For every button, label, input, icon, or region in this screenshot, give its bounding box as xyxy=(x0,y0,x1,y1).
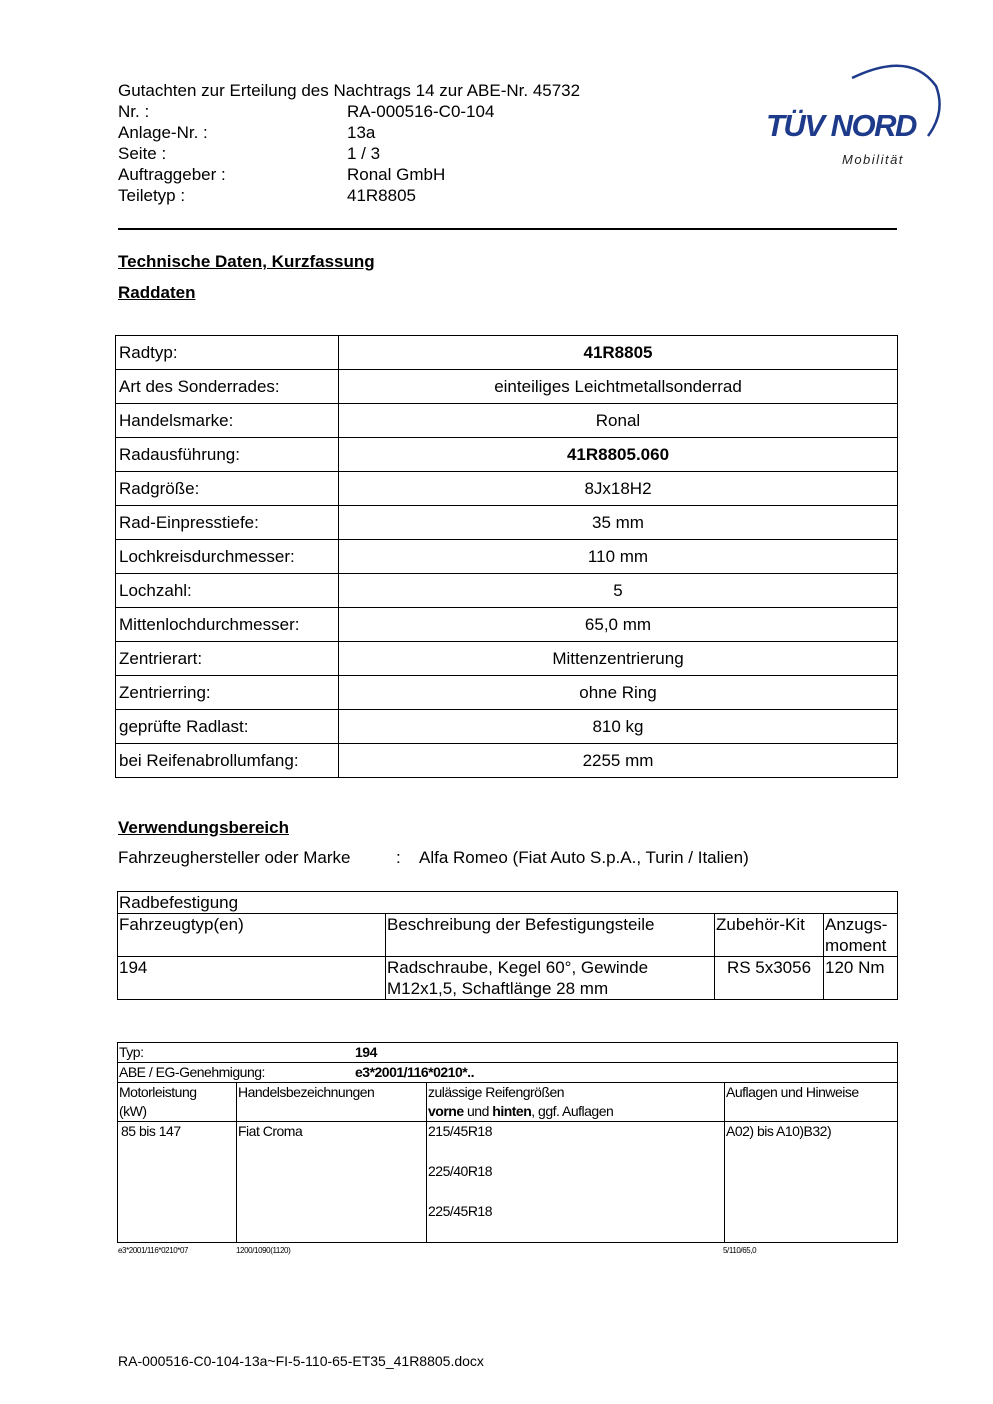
row-value: 810 kg xyxy=(339,710,898,744)
table-header-row xyxy=(118,1083,898,1122)
row-label: Rad-Einpresstiefe: xyxy=(116,506,339,540)
table-row xyxy=(118,1122,898,1243)
table-row xyxy=(118,957,898,1000)
document-footer-filename: RA-000516-C0-104-13a~FI-5-110-65-ET35_41R8805.docx xyxy=(118,1353,484,1369)
table-row xyxy=(118,1063,898,1083)
table-row xyxy=(116,676,898,710)
row-value: einteiliges Leichtmetallsonderrad xyxy=(339,370,898,404)
table-row xyxy=(116,404,898,438)
table-row xyxy=(116,540,898,574)
typ-row xyxy=(118,1043,898,1063)
header-value: 13a xyxy=(347,123,376,142)
header-label: Teiletyp : xyxy=(118,186,186,205)
table-row xyxy=(116,642,898,676)
header-label: Anlage-Nr. : xyxy=(118,123,208,142)
row-value: 41R8805 xyxy=(339,336,898,370)
header-hinten: hinten xyxy=(492,1103,532,1119)
abe-label: ABE / EG-Genehmigung: xyxy=(119,1064,265,1080)
beschreibung-line: M12x1,5, Schaftlänge 28 mm xyxy=(387,979,609,998)
cell-auflagen: A02) bis A10)B32) xyxy=(725,1122,898,1243)
header-label: Seite : xyxy=(118,144,167,163)
row-label: Handelsmarke: xyxy=(116,404,339,438)
header-auflagen-suffix: , ggf. Auflagen xyxy=(531,1103,614,1119)
header-zubehoer-kit: Zubehör-Kit xyxy=(715,914,824,957)
manufacturer-label: Fahrzeughersteller oder Marke xyxy=(118,848,351,867)
table-row xyxy=(116,710,898,744)
header-vorne: vorne xyxy=(428,1103,464,1119)
row-value: Ronal xyxy=(339,404,898,438)
table-row xyxy=(116,506,898,540)
cell-reifen xyxy=(427,1122,725,1243)
document-header xyxy=(118,80,580,206)
header-value: 41R8805 xyxy=(347,186,417,205)
section-heading-verwendung: Verwendungsbereich xyxy=(118,818,289,837)
cell-motor: 85 bis 147 xyxy=(118,1122,237,1243)
header-reifen xyxy=(427,1083,725,1122)
header-label: Nr. : xyxy=(118,102,150,121)
radbefestigung-table xyxy=(117,891,898,1000)
typ-table xyxy=(117,1042,898,1243)
row-value: 35 mm xyxy=(339,506,898,540)
manufacturer-separator: : xyxy=(396,848,401,867)
header-motor xyxy=(118,1083,237,1122)
cell-kit: RS 5x3056 xyxy=(715,957,824,1000)
table-row xyxy=(116,608,898,642)
header-moment: moment xyxy=(825,936,887,955)
row-value: 5 xyxy=(339,574,898,608)
row-label: geprüfte Radlast: xyxy=(116,710,339,744)
table-row xyxy=(118,892,898,914)
table-header-row xyxy=(118,914,898,957)
section-heading-raddaten: Raddaten xyxy=(118,283,196,302)
cell-handel: Fiat Croma xyxy=(237,1122,427,1243)
header-und: und xyxy=(463,1103,493,1119)
cell-typ: 194 xyxy=(118,957,386,1000)
header-value: RA-000516-C0-104 xyxy=(347,102,495,121)
cell-moment: 120 Nm xyxy=(824,957,898,1000)
beschreibung-line: Radschraube, Kegel 60°, Gewinde xyxy=(387,958,649,977)
logo-brand: TÜV NORD xyxy=(766,108,916,143)
header-value: Ronal GmbH xyxy=(347,165,446,184)
tyre-size: 225/40R18 xyxy=(428,1163,493,1179)
row-value: 8Jx18H2 xyxy=(339,472,898,506)
table-row xyxy=(116,370,898,404)
table-row xyxy=(116,336,898,370)
header-value: 1 / 3 xyxy=(347,144,381,163)
row-label: Lochkreisdurchmesser: xyxy=(116,540,339,574)
typ-label: Typ: xyxy=(119,1044,144,1060)
header-beschreibung: Beschreibung der Befestigungsteile xyxy=(386,914,715,957)
row-label: Lochzahl: xyxy=(116,574,339,608)
row-label: Art des Sonderrades: xyxy=(116,370,339,404)
table-footnote-approval: e3*2001/116*0210*07 xyxy=(118,1246,189,1255)
row-label: Radgröße: xyxy=(116,472,339,506)
header-anzugsmoment xyxy=(824,914,898,957)
abe-value: e3*2001/116*0210*.. xyxy=(355,1064,474,1080)
row-label: Mittenlochdurchmesser: xyxy=(116,608,339,642)
tuv-nord-logo xyxy=(760,56,945,176)
row-label: Radtyp: xyxy=(116,336,339,370)
header-row-auftraggeber xyxy=(118,164,580,185)
row-value: ohne Ring xyxy=(339,676,898,710)
table-footnote-bolt: 5/110/65,0 xyxy=(723,1246,757,1255)
header-auflagen: Auflagen und Hinweise xyxy=(725,1083,898,1122)
abe-row xyxy=(118,1063,898,1083)
row-value: 65,0 mm xyxy=(339,608,898,642)
row-label: bei Reifenabrollumfang: xyxy=(116,744,339,778)
document-title: Gutachten zur Erteilung des Nachtrags 14 zur ABE-Nr. 45732 xyxy=(118,81,581,100)
row-value: 110 mm xyxy=(339,540,898,574)
tyre-size: 215/45R18 xyxy=(428,1123,493,1139)
header-row-nr xyxy=(118,101,580,122)
manufacturer-value: Alfa Romeo (Fiat Auto S.p.A., Turin / Italien) xyxy=(419,848,749,867)
header-row-anlage xyxy=(118,122,580,143)
header-row-seite xyxy=(118,143,580,164)
header-row-teiletyp xyxy=(118,185,580,206)
header-divider xyxy=(118,228,897,230)
cell-beschreibung xyxy=(386,957,715,1000)
row-value: 2255 mm xyxy=(339,744,898,778)
header-fahrzeugtyp: Fahrzeugtyp(en) xyxy=(118,914,386,957)
table-footnote-weights: 1200/1090(1120) xyxy=(236,1246,291,1255)
header-motor-line: Motorleistung xyxy=(119,1084,197,1100)
header-anzugs: Anzugs- xyxy=(825,915,888,934)
table-row xyxy=(118,1043,898,1063)
row-label: Radausführung: xyxy=(116,438,339,472)
header-motor-line: (kW) xyxy=(119,1103,147,1119)
table-title: Radbefestigung xyxy=(118,892,898,914)
section-heading-tech: Technische Daten, Kurzfassung xyxy=(118,252,375,271)
header-reifen-line: zulässige Reifengrößen xyxy=(428,1084,565,1100)
manufacturer-line xyxy=(118,848,749,868)
logo-subtitle: Mobilität xyxy=(842,152,904,167)
table-row xyxy=(116,472,898,506)
typ-value: 194 xyxy=(355,1044,377,1060)
table-row xyxy=(116,744,898,778)
table-row xyxy=(116,438,898,472)
row-label: Zentrierring: xyxy=(116,676,339,710)
header-handel: Handelsbezeichnungen xyxy=(237,1083,427,1122)
row-value: Mittenzentrierung xyxy=(339,642,898,676)
row-value: 41R8805.060 xyxy=(339,438,898,472)
header-label: Auftraggeber : xyxy=(118,165,226,184)
table-row xyxy=(116,574,898,608)
tyre-size: 225/45R18 xyxy=(428,1203,493,1219)
row-label: Zentrierart: xyxy=(116,642,339,676)
raddaten-table xyxy=(115,335,898,778)
